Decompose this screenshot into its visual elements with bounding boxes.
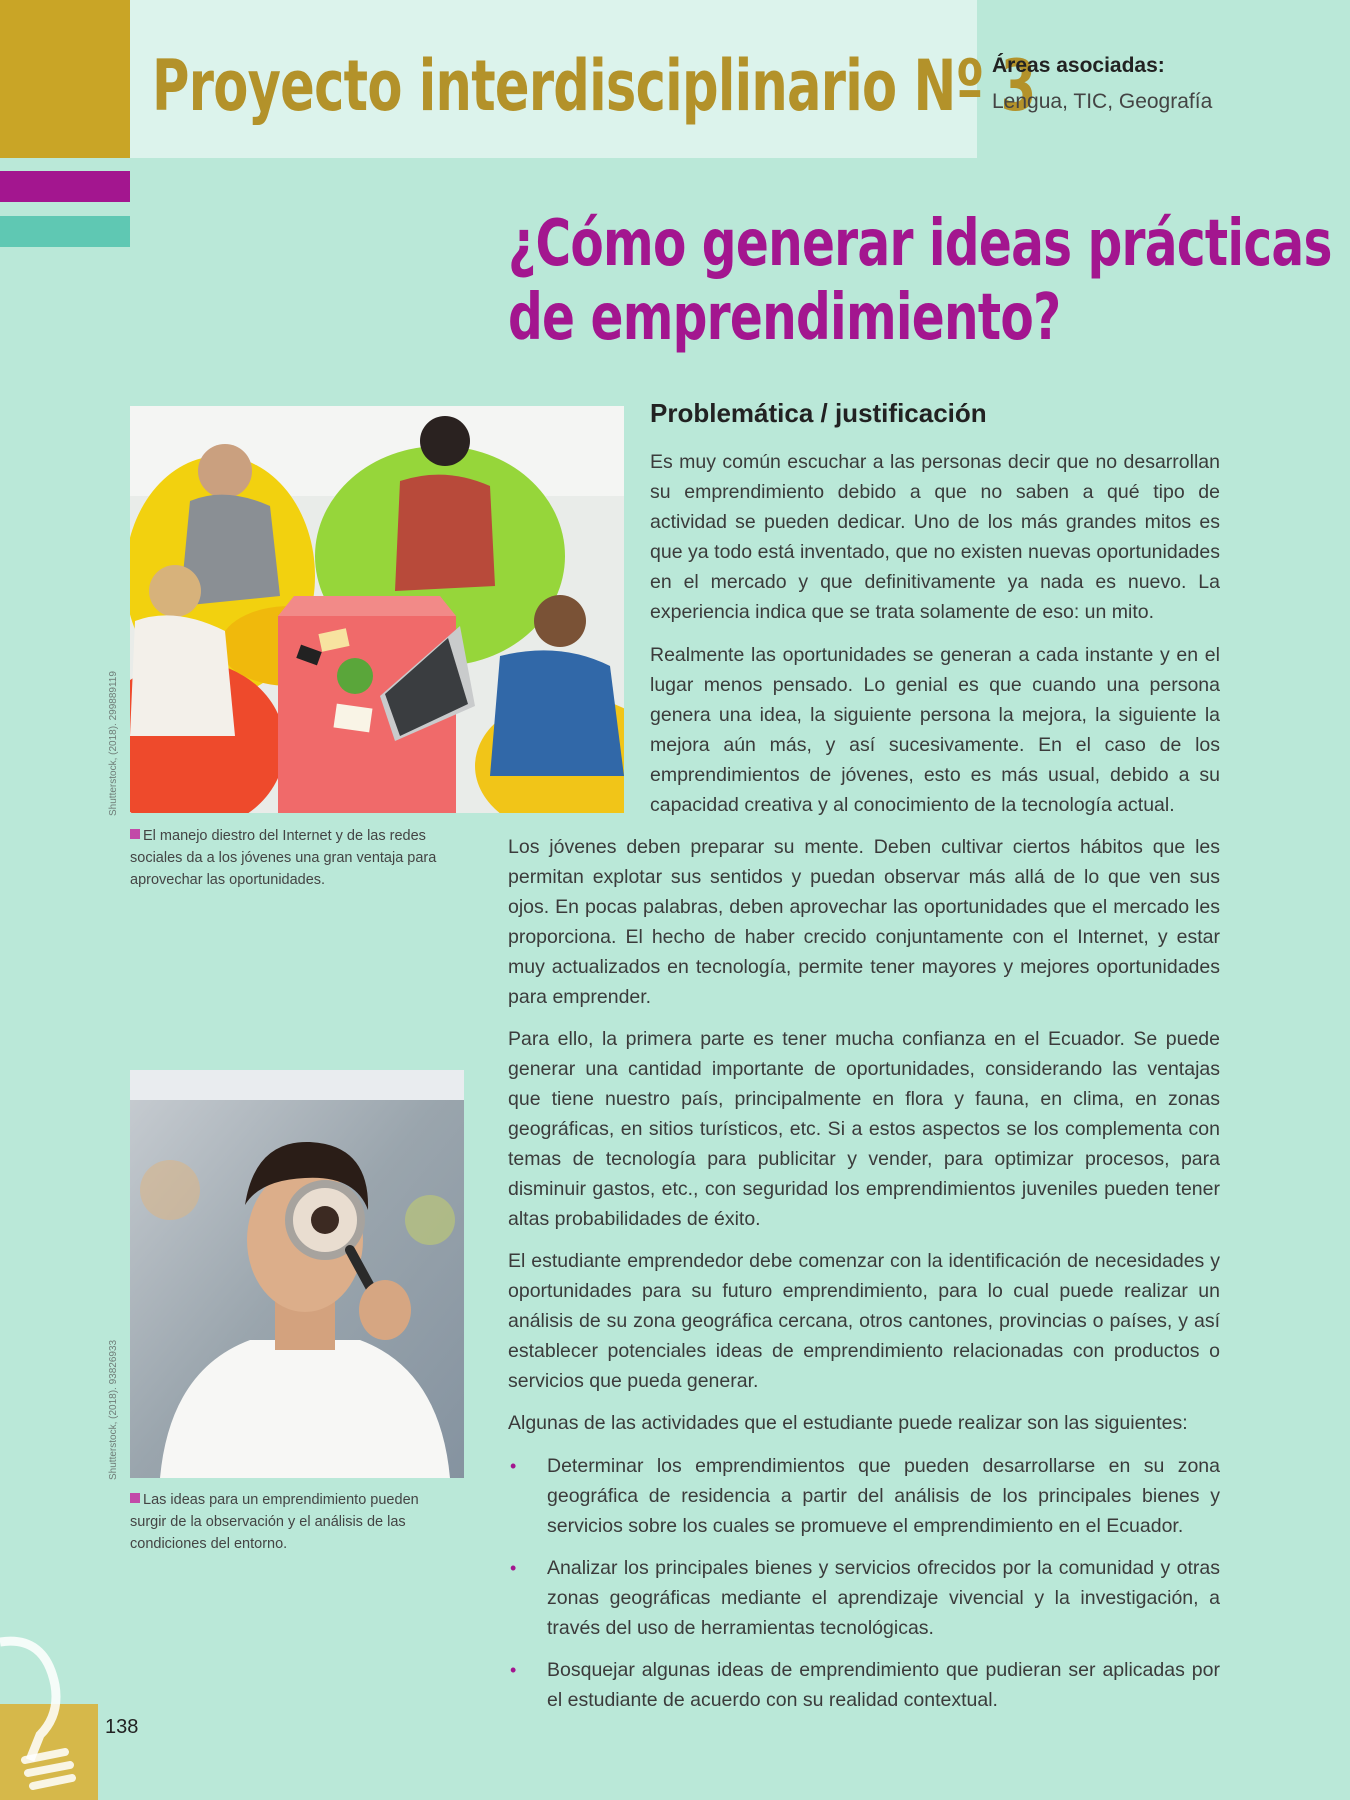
bullet-icon: • [510,1456,517,1476]
bullet-icon: • [510,1660,517,1680]
photo-man-illustration [130,1070,464,1478]
list-item-text: Analizar los principales bienes y servicios ofrecidos por la comunidad y otras zonas geográficas mediante el aprendizaje vivencial y la investigación, a través del uso de herramientas tecnológicas. [547,1557,1220,1639]
photo-credit-2: Shutterstock, (2018). 93826933 [108,1339,119,1480]
activities-list [508,1451,1220,1727]
list-item [508,1553,1220,1643]
page-number: 138 [105,1716,139,1738]
list-item-text: Determinar los emprendimientos que pueden desarrollarse en su zona geográfica de residencia a partir del análisis de los principales bienes y servicios sobre los cuales se promueve el emprendimiento en el Ecuador. [547,1455,1220,1537]
list-item-text: Bosquejar algunas ideas de emprendimiento que pudieran ser aplicadas por el estudiante de acuerdo con su realidad contextual. [547,1659,1220,1711]
areas-label: Áreas asociadas: [992,54,1165,77]
caption-marker-icon [130,829,140,839]
photo-credit-1: Shutterstock, (2018). 299889119 [108,671,119,816]
photo-young-people-illustration [130,406,624,813]
paragraph-1: Es muy común escuchar a las personas decir que no desarrollan su emprendimiento debido a que no saben a qué tipo de actividad se pueden dedicar. Uno de los más grandes mitos es que ya todo está inventado, que no existen nuevas oportunidades en el mercado y que definitivamente ya nada es nuevo. La experiencia indica que se trata solamente de eso: un mito. [650,451,1220,623]
main-title-line-2: de emprendimiento? [508,281,1061,355]
paragraph-6: Algunas de las actividades que el estudiante puede realizar son las siguientes: [508,1412,1188,1434]
photo-caption-2 [130,1489,450,1555]
teal-stripe [0,216,130,247]
magenta-stripe [0,171,130,202]
main-title-line-1: ¿Cómo generar ideas prácticas [508,207,1332,281]
list-item [508,1655,1220,1715]
caption-marker-icon [130,1493,140,1503]
paragraph-5: El estudiante emprendedor debe comenzar con la identificación de necesidades y oportunidades para su futuro emprendimiento, para lo cual puede realizar un análisis de su zona geográfica cercana, otros cantones, provincias o países, y así establecer potenciales ideas de emprendimiento relacionadas con productos o servicios que pueda generar. [508,1250,1220,1392]
paragraph-4: Para ello, la primera parte es tener mucha confianza en el Ecuador. Se puede generar una cantidad importante de oportunidades, considerando las ventajas que tiene nuestro país, principalmente en flora y fauna, en clima, en zonas geográficas, en sitios turísticos, etc. Si a estos aspectos se los complementa con temas de tecnología para publicitar y vender, para optimizar procesos, para disminuir gastos, etc., con seguridad los emprendimientos juveniles pueden tener altas probabilidades de éxito. [508,1028,1220,1230]
bullet-icon: • [510,1558,517,1578]
project-title: Proyecto interdisciplinario Nº 3 [152,45,1036,127]
areas-value: Lengua, TIC, Geografía [992,90,1213,113]
photo-caption-1 [130,825,460,891]
gold-corner-block [0,0,130,158]
caption-2-text: Las ideas para un emprendimiento pueden surgir de la observación y el análisis de las condiciones del entorno. [130,1492,419,1552]
section-heading: Problemática / justificación [650,398,987,428]
lightbulb-icon [0,1630,100,1800]
main-title [508,207,1332,355]
paragraph-3: Los jóvenes deben preparar su mente. Deben cultivar ciertos hábitos que les permitan explotar sus sentidos y puedan observar más allá de lo que ven sus ojos. En pocas palabras, deben aprovechar las oportunidades que el mercado les proporciona. El hecho de haber crecido conjuntamente con el Internet, y estar muy actualizados en tecnología, permite tener mayores y mejores oportunidades para emprender. [508,836,1220,1008]
photo-man-with-magnifier [130,1070,464,1478]
caption-1-text: El manejo diestro del Internet y de las redes sociales da a los jóvenes una gran ventaja para aprovechar las oportunidades. [130,828,437,888]
list-item [508,1451,1220,1541]
paragraph-2: Realmente las oportunidades se generan a cada instante y en el lugar menos pensado. Lo genial es que cuando una persona genera una idea, la siguiente persona la mejora, la siguiente la mejora aún más, y así sucesivamente. En el caso de los emprendimientos de jóvenes, esto es más usual, debido a su capacidad creativa y al conocimiento de la tecnología actual. [650,644,1220,816]
photo-young-people-with-laptop [130,406,624,813]
